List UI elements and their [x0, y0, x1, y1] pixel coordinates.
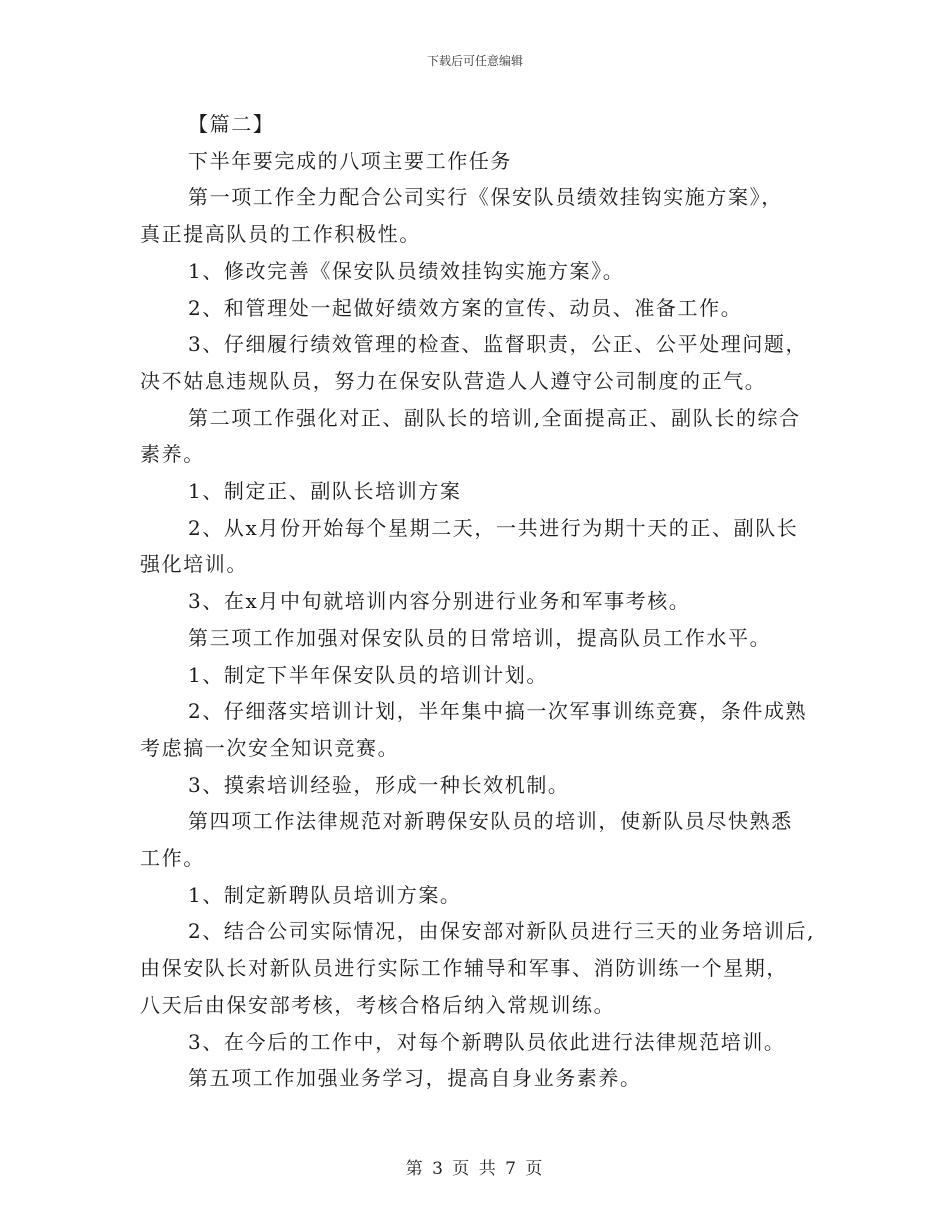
- text-line: 真正提高队员的工作积极性。: [140, 222, 421, 247]
- text-line: 第二项工作强化对正、副队长的培训,全面提高正、副队长的综合: [188, 405, 801, 430]
- document-body: [140, 106, 820, 1097]
- text-line: 2、从x月份开始每个星期二天，一共进行为期十天的正、副队长: [188, 515, 799, 540]
- text-line: 第一项工作全力配合公司实行《保安队员绩效挂钩实施方案》，: [188, 185, 783, 210]
- text-line: 3、在x月中旬就培训内容分别进行业务和军事考核。: [188, 589, 691, 614]
- text-line: 3、在今后的工作中，对每个新聘队员依此进行法律规范培训。: [188, 1029, 786, 1054]
- page-header-note: 下载后可任意编辑: [426, 54, 523, 68]
- text-line: 3、摸索培训经验，形成一种长效机制。: [188, 772, 570, 797]
- text-line: 素养。: [140, 442, 205, 467]
- text-line: 八天后由保安部考核，考核合格后纳入常规训练。: [140, 992, 616, 1017]
- text-line: 1、修改完善《保安队员绩效挂钩实施方案》。: [188, 258, 625, 283]
- text-line: 第四项工作法律规范对新聘保安队员的培训，使新队员尽快熟悉: [188, 809, 793, 834]
- page-number: 第 3 页 共 7 页: [405, 1159, 545, 1179]
- text-line: 工作。: [140, 846, 205, 871]
- text-line: 2、结合公司实际情况，由保安部对新队员进行三天的业务培训后,: [188, 919, 816, 944]
- text-line: 2、仔细落实培训计划，半年集中搞一次军事训练竞赛，条件成熟: [188, 699, 808, 724]
- text-line: 1、制定新聘队员培训方案。: [188, 882, 462, 907]
- text-line: 由保安队长对新队员进行实际工作辅导和军事、消防训练一个星期，: [140, 956, 788, 981]
- text-line: 第五项工作加强业务学习，提高自身业务素养。: [188, 1066, 642, 1091]
- text-line: 1、制定下半年保安队员的培训计划。: [188, 662, 548, 687]
- text-line: 下半年要完成的八项主要工作任务: [188, 148, 512, 173]
- text-line: 3、仔细履行绩效管理的检查、监督职责，公正、公平处理问题，: [188, 332, 808, 357]
- text-line: 强化培训。: [140, 552, 248, 577]
- text-line: 决不姑息违规队员，努力在保安队营造人人遵守公司制度的正气。: [140, 368, 767, 393]
- text-line: 1、制定正、副队长培训方案: [188, 479, 462, 504]
- text-line: 【篇二】: [188, 112, 275, 136]
- text-line: 考虑搞一次安全知识竞赛。: [140, 735, 400, 760]
- text-line: 第三项工作加强对保安队员的日常培训，提高队员工作水平。: [188, 625, 772, 650]
- text-line: 2、和管理处一起做好绩效方案的宣传、动员、准备工作。: [188, 295, 743, 320]
